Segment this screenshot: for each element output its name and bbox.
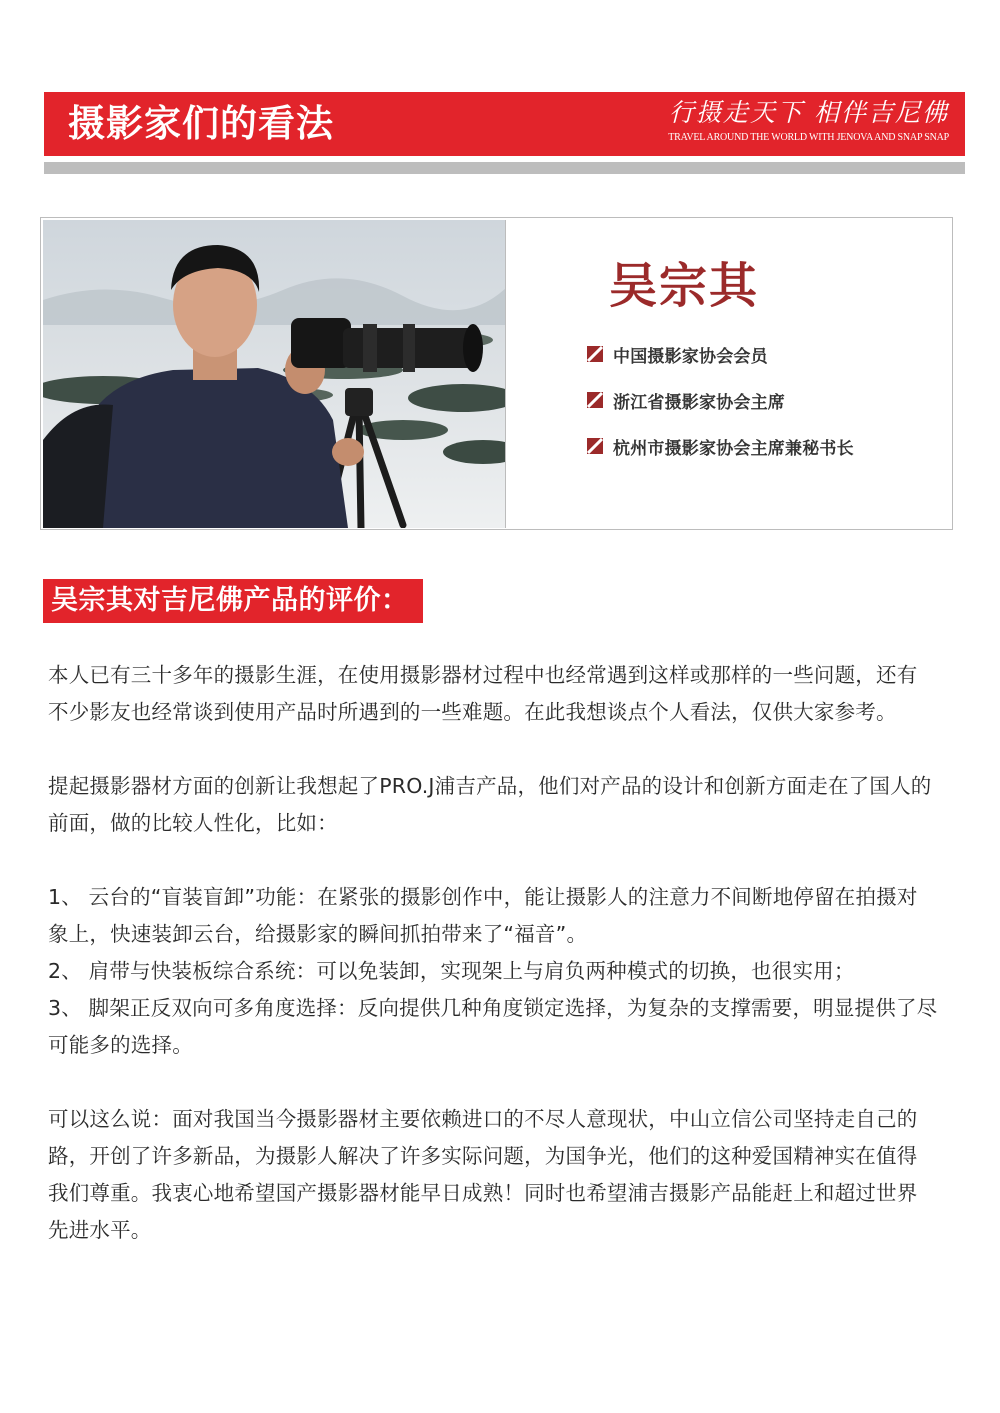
brand-slogan: 行摄走天下 相伴吉尼佛 (669, 98, 949, 127)
review-point: 3、 脚架正反双向可多角度选择：反向提供几种角度锁定选择，为复杂的支撑需要，明显提供了尽可能多的选择。 (48, 996, 938, 1057)
photographer-titles (587, 331, 854, 469)
title-text: 杭州市摄影家协会主席兼秘书长 (613, 438, 854, 459)
photographer-with-camera-icon (43, 220, 506, 528)
photographer-name: 吴宗其 (609, 258, 760, 314)
header-divider (44, 162, 965, 174)
header-banner (44, 92, 965, 156)
review-body (48, 657, 938, 1249)
title-text: 浙江省摄影家协会主席 (613, 392, 785, 413)
title-item (587, 423, 854, 469)
page-title: 摄影家们的看法 (68, 102, 334, 145)
review-paragraph: 提起摄影器材方面的创新让我想起了PRO.J浦吉产品，他们对产品的设计和创新方面走在了国人的前面，做的比较人性化，比如： (48, 774, 932, 835)
square-slash-icon (587, 392, 603, 408)
profile-card (40, 217, 953, 530)
title-item (587, 331, 854, 377)
title-item (587, 377, 854, 423)
review-conclusion: 可以这么说：面对我国当今摄影器材主要依赖进口的不尽人意现状，中山立信公司坚持走自己的路，开创了许多新品，为摄影人解决了许多实际问题，为国争光，他们的这种爱国精神实在值得我们尊重。我衷心地希望国产摄影器材能早日成熟！同时也希望浦吉摄影产品能赶上和超过世界先进水平。 (48, 1107, 918, 1242)
review-point: 1、 云台的“盲装盲卸”功能：在紧张的摄影创作中，能让摄影人的注意力不间断地停留在拍摄对象上，快速装卸云台，给摄影家的瞬间抓拍带来了“福音”。 (48, 885, 918, 946)
review-heading: 吴宗其对吉尼佛产品的评价： (43, 579, 423, 623)
review-point: 2、 肩带与快装板综合系统：可以免装卸，实现架上与肩负两种模式的切换，也很实用； (48, 959, 855, 983)
title-text: 中国摄影家协会会员 (613, 346, 768, 367)
review-paragraph: 本人已有三十多年的摄影生涯，在使用摄影器材过程中也经常遇到这样或那样的一些问题，还有不少影友也经常谈到使用产品时所遇到的一些难题。在此我想谈点个人看法，仅供大家参考。 (48, 663, 918, 724)
photographer-portrait (43, 220, 506, 528)
square-slash-icon (587, 346, 603, 362)
brand-slogan-english: TRAVEL AROUND THE WORLD WITH JENOVA AND SNAP SNAP (668, 132, 949, 143)
square-slash-icon (587, 438, 603, 454)
